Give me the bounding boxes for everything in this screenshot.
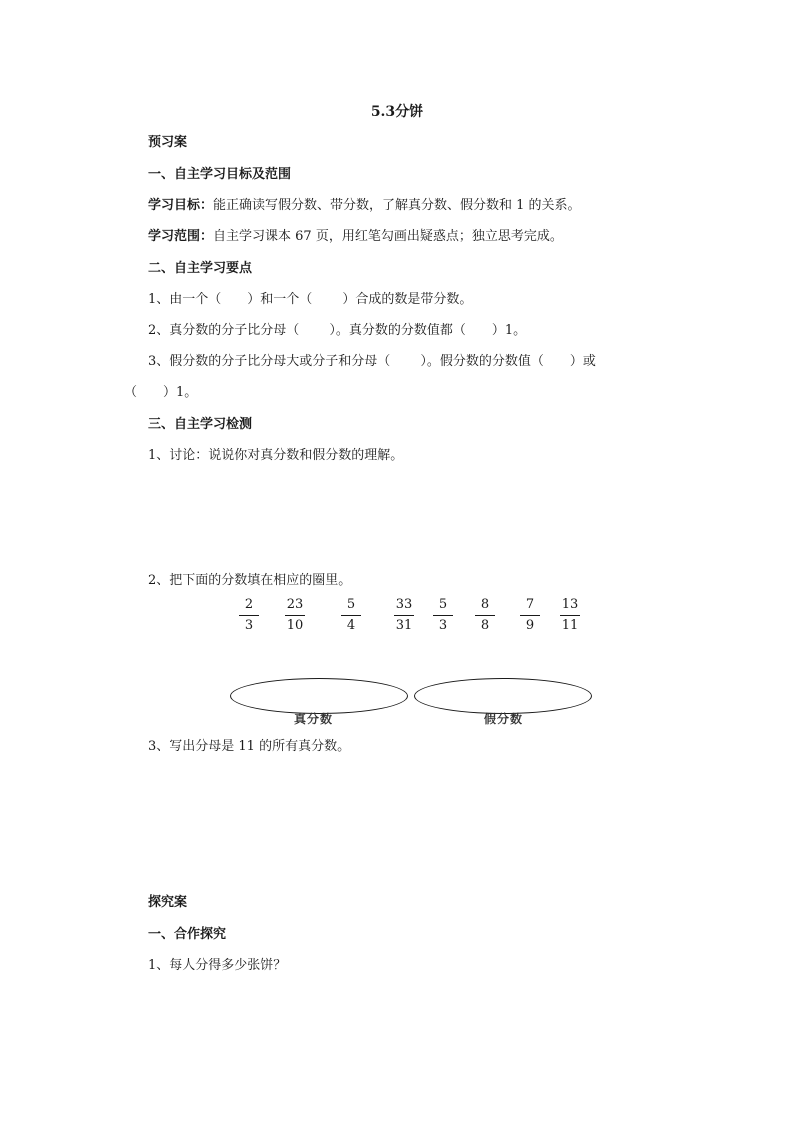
learning-goal <box>148 197 581 215</box>
fraction-numerator: 23 <box>286 597 304 612</box>
section3-heading: 三、自主学习检测 <box>148 417 253 432</box>
fraction-denominator: 8 <box>480 618 490 633</box>
fraction-numerator: 13 <box>561 597 579 612</box>
fraction <box>558 597 582 634</box>
explore-q1: 1、每人分得多少张饼？ <box>148 958 287 973</box>
section3-q3: 3、写出分母是 11 的所有真分数。 <box>148 739 351 754</box>
fraction <box>237 597 261 634</box>
goal-text: 能正确读写假分数、带分数，了解真分数、假分数和 1 的关系。 <box>213 198 581 213</box>
preview-section-heading: 预习案 <box>148 135 188 150</box>
fraction-denominator: 4 <box>346 618 356 633</box>
page-title: 5.3分饼 <box>370 104 424 120</box>
fraction-numerator: 8 <box>480 597 490 612</box>
section2-item3-line1: 3、假分数的分子比分母大或分子和分母（ ）。假分数的分数值（ ）或 <box>148 354 596 369</box>
range-label: 学习范围： <box>148 229 214 244</box>
fraction <box>392 597 416 634</box>
section1-heading: 一、自主学习目标及范围 <box>148 167 292 182</box>
goal-label: 学习目标： <box>148 198 214 213</box>
section3-q1: 1、讨论：说说你对真分数和假分数的理解。 <box>148 448 404 463</box>
fraction <box>339 597 363 634</box>
explore-section-heading: 探究案 <box>148 895 188 910</box>
fraction-denominator: 3 <box>438 618 448 633</box>
section3-q2: 2、把下面的分数填在相应的圈里。 <box>148 573 352 588</box>
section2-heading: 二、自主学习要点 <box>148 261 253 276</box>
improper-fraction-label: 假分数 <box>484 712 524 726</box>
proper-fraction-circle[interactable] <box>230 678 408 714</box>
fraction <box>518 597 542 634</box>
section2-item3-line2: （ ）1。 <box>124 385 198 400</box>
fraction-numerator: 2 <box>244 597 254 612</box>
fraction-numerator: 5 <box>438 597 448 612</box>
section2-item2: 2、真分数的分子比分母（ ）。真分数的分数值都（ ）1。 <box>148 323 527 338</box>
proper-fraction-label: 真分数 <box>294 712 334 726</box>
improper-fraction-circle[interactable] <box>414 678 592 714</box>
fraction-denominator: 3 <box>244 618 254 633</box>
fraction-denominator: 11 <box>561 618 579 633</box>
fraction-denominator: 10 <box>286 618 304 633</box>
fraction <box>283 597 307 634</box>
fraction-denominator: 9 <box>525 618 535 633</box>
learning-range <box>148 228 563 246</box>
range-text: 自主学习课本 67 页，用红笔勾画出疑惑点；独立思考完成。 <box>213 229 563 244</box>
fraction <box>431 597 455 634</box>
fraction-numerator: 33 <box>395 597 413 612</box>
fraction-denominator: 31 <box>395 618 413 633</box>
section2-item1: 1、由一个（ ）和一个（ ）合成的数是带分数。 <box>148 292 473 307</box>
explore-heading: 一、合作探究 <box>148 927 227 942</box>
fraction-numerator: 7 <box>525 597 535 612</box>
fraction-numerator: 5 <box>346 597 356 612</box>
fraction <box>473 597 497 634</box>
